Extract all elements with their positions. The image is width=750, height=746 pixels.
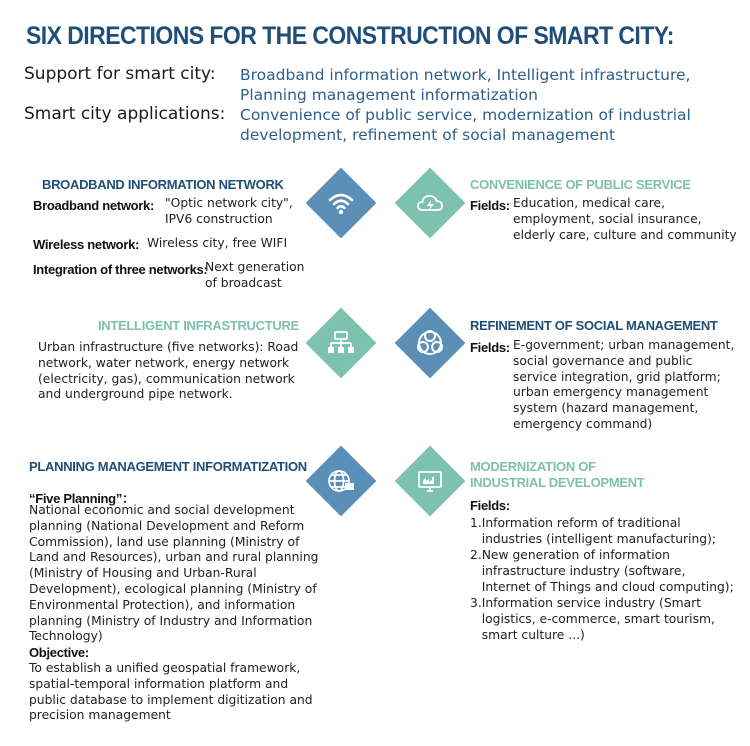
public-service-fields-label: Fields: [470, 198, 510, 213]
broadband-network-label: Broadband network: [33, 198, 154, 213]
objective-label: Objective: [29, 645, 89, 660]
broadband-title: BROADBAND INFORMATION NETWORK [42, 177, 284, 192]
industrial-item-1: 1.Information reform of traditional industries (intelligent manufacturing); [470, 516, 717, 546]
wifi-icon [321, 183, 361, 223]
public-service-fields-value: Education, medical care, employment, social insurance, elderly care, culture and community [513, 196, 737, 242]
support-label: Support for smart city: [24, 64, 216, 84]
five-planning-label: “Five Planning”： [29, 491, 135, 506]
public-service-title: CONVENIENCE OF PUBLIC SERVICE [470, 177, 691, 192]
page-title: SIX DIRECTIONS FOR THE CONSTRUCTION OF SMART CITY: [26, 22, 674, 50]
industrial-item-2: 2.New generation of information infrastructure industry (software, Internet of Things and cloud computing); [470, 548, 734, 594]
apps-value: Convenience of public service, modernization of industrial development, refinement of social management [240, 106, 691, 144]
social-title: REFINEMENT OF SOCIAL MANAGEMENT [470, 318, 718, 333]
infrastructure-body: Urban infrastructure (five networks): Road network, water network, energy network (electricity, gas), communication network and underground pipe network. [38, 340, 299, 402]
cloud-lightning-icon [410, 183, 450, 223]
network-hierarchy-icon [321, 323, 361, 363]
industrial-title: MODERNIZATION OF INDUSTRIAL DEVELOPMENT [470, 459, 645, 490]
globe-icon [321, 461, 361, 501]
objective-body: To establish a unified geospatial framework, spatial-temporal information platform and public database to implement digitization and precision management [29, 661, 313, 723]
industry-monitor-icon [410, 461, 450, 501]
industrial-item-3: 3.Information service industry (Smart logistics, e-commerce, smart tourism, smart culture ...) [470, 596, 715, 642]
integration-label: Integration of three networks: [33, 262, 208, 277]
industrial-fields-label: Fields: [470, 498, 510, 513]
social-fields-label: Fields: [470, 340, 510, 355]
wireless-network-value: Wireless city, free WIFI [147, 236, 288, 250]
five-planning-body: National economic and social development planning (National Development and Reform Commission), land use planning (Ministry of Land and Resources), urban and rural planning (Ministry of Housing and Urban-Rural Development), ecological planning (Ministry of Environmental Protection), and information planning (Ministry of Industry and Information Technology) [29, 503, 319, 644]
broadband-network-value: "Optic network city", IPV6 construction [165, 196, 293, 226]
integration-value: Next generation of broadcast [205, 260, 305, 290]
apps-label: Smart city applications: [24, 104, 226, 124]
planning-title: PLANNING MANAGEMENT INFORMATIZATION [29, 459, 307, 474]
social-fields-value: E-government; urban management, social governance and public service integration, grid platform; urban emergency management system (hazard management, emergency command) [513, 338, 735, 431]
social-knot-icon [410, 323, 450, 363]
infrastructure-title: INTELLIGENT INFRASTRUCTURE [98, 318, 299, 333]
wireless-network-label: Wireless network: [33, 237, 140, 252]
support-value: Broadband information network, Intelligent infrastructure, Planning management informatization [240, 66, 691, 104]
